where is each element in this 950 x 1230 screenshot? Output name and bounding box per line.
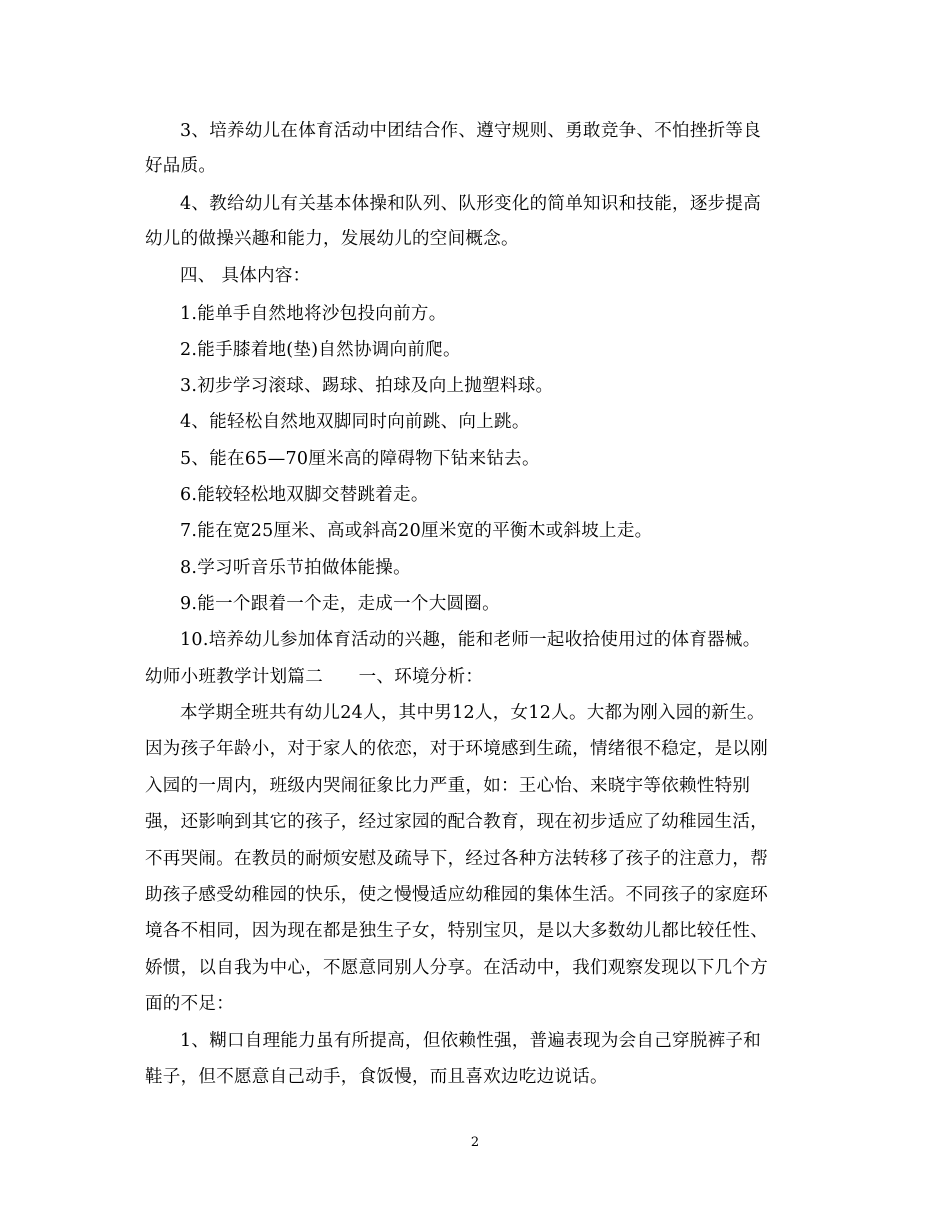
paragraph-line: 1、糊口自理能力虽有所提高，但依赖性强，普遍表现为会自己穿脱裤子和 — [180, 1031, 762, 1051]
paragraph-line: 幼儿的做操兴趣和能力，发展幼儿的空间概念。 — [145, 229, 519, 249]
paragraph-line: 境各不相同，因为现在都是独生子女，特别宝贝，是以大多数幼儿都比较任性、 — [145, 921, 768, 941]
list-item: 6.能较轻松地双脚交替跳着走。 — [180, 485, 429, 505]
paragraph-line: 强，还影响到其它的孩子，经过家园的配合教育，现在初步适应了幼稚园生活， — [145, 812, 768, 832]
list-item: 2.能手膝着地(垫)自然协调向前爬。 — [180, 340, 461, 360]
paragraph-line: 助孩子感受幼稚园的快乐，使之慢慢适应幼稚园的集体生活。不同孩子的家庭环 — [145, 885, 768, 905]
list-item: 4、能轻松自然地双脚同时向前跳、向上跳。 — [180, 412, 530, 432]
section-title: 幼师小班教学计划篇二 一、环境分析： — [145, 667, 484, 687]
paragraph-line: 4、教给幼儿有关基本体操和队列、队形变化的简单知识和技能，逐步提高 — [180, 194, 762, 214]
list-item: 3.初步学习滚球、踢球、拍球及向上抛塑料球。 — [180, 376, 554, 396]
list-item: 5、能在65—70厘米高的障碍物下钻来钻去。 — [180, 449, 540, 469]
paragraph-line: 不再哭闹。在教员的耐烦安慰及疏导下，经过各种方法转移了孩子的注意力，帮 — [145, 849, 768, 869]
paragraph-line: 本学期全班共有幼儿24人，其中男12人，女12人。大都为刚入园的新生。 — [180, 703, 765, 723]
paragraph-line: 好品质。 — [145, 156, 217, 176]
section-heading: 四、 具体内容： — [180, 266, 311, 286]
list-item: 1.能单手自然地将沙包投向前方。 — [180, 304, 447, 324]
list-item: 9.能一个跟着一个走，走成一个大圆圈。 — [180, 594, 500, 614]
paragraph-line: 入园的一周内，班级内哭闹征象比力严重，如：王心怡、来晓宇等依赖性特别 — [145, 776, 751, 796]
list-item: 7.能在宽25厘米、高或斜高20厘米宽的平衡木或斜坡上走。 — [180, 521, 653, 541]
page-number: 2 — [470, 1135, 480, 1150]
paragraph-line: 娇惯，以自我为中心，不愿意同别人分享。在活动中，我们观察发现以下几个方 — [145, 958, 768, 978]
paragraph-line: 鞋子，但不愿意自己动手，食饭慢，而且喜欢边吃边说话。 — [145, 1067, 608, 1087]
list-item: 10.培养幼儿参加体育活动的兴趣，能和老师一起收拾使用过的体育器械。 — [180, 630, 761, 650]
list-item: 8.学习听音乐节拍做体能操。 — [180, 558, 411, 578]
paragraph-line: 因为孩子年龄小，对于家人的依恋，对于环境感到生疏，情绪很不稳定，是以刚 — [145, 739, 768, 759]
paragraph-line: 3、培养幼儿在体育活动中团结合作、遵守规则、勇敢竞争、不怕挫折等良 — [180, 121, 762, 141]
paragraph-line: 面的不足： — [145, 994, 234, 1014]
